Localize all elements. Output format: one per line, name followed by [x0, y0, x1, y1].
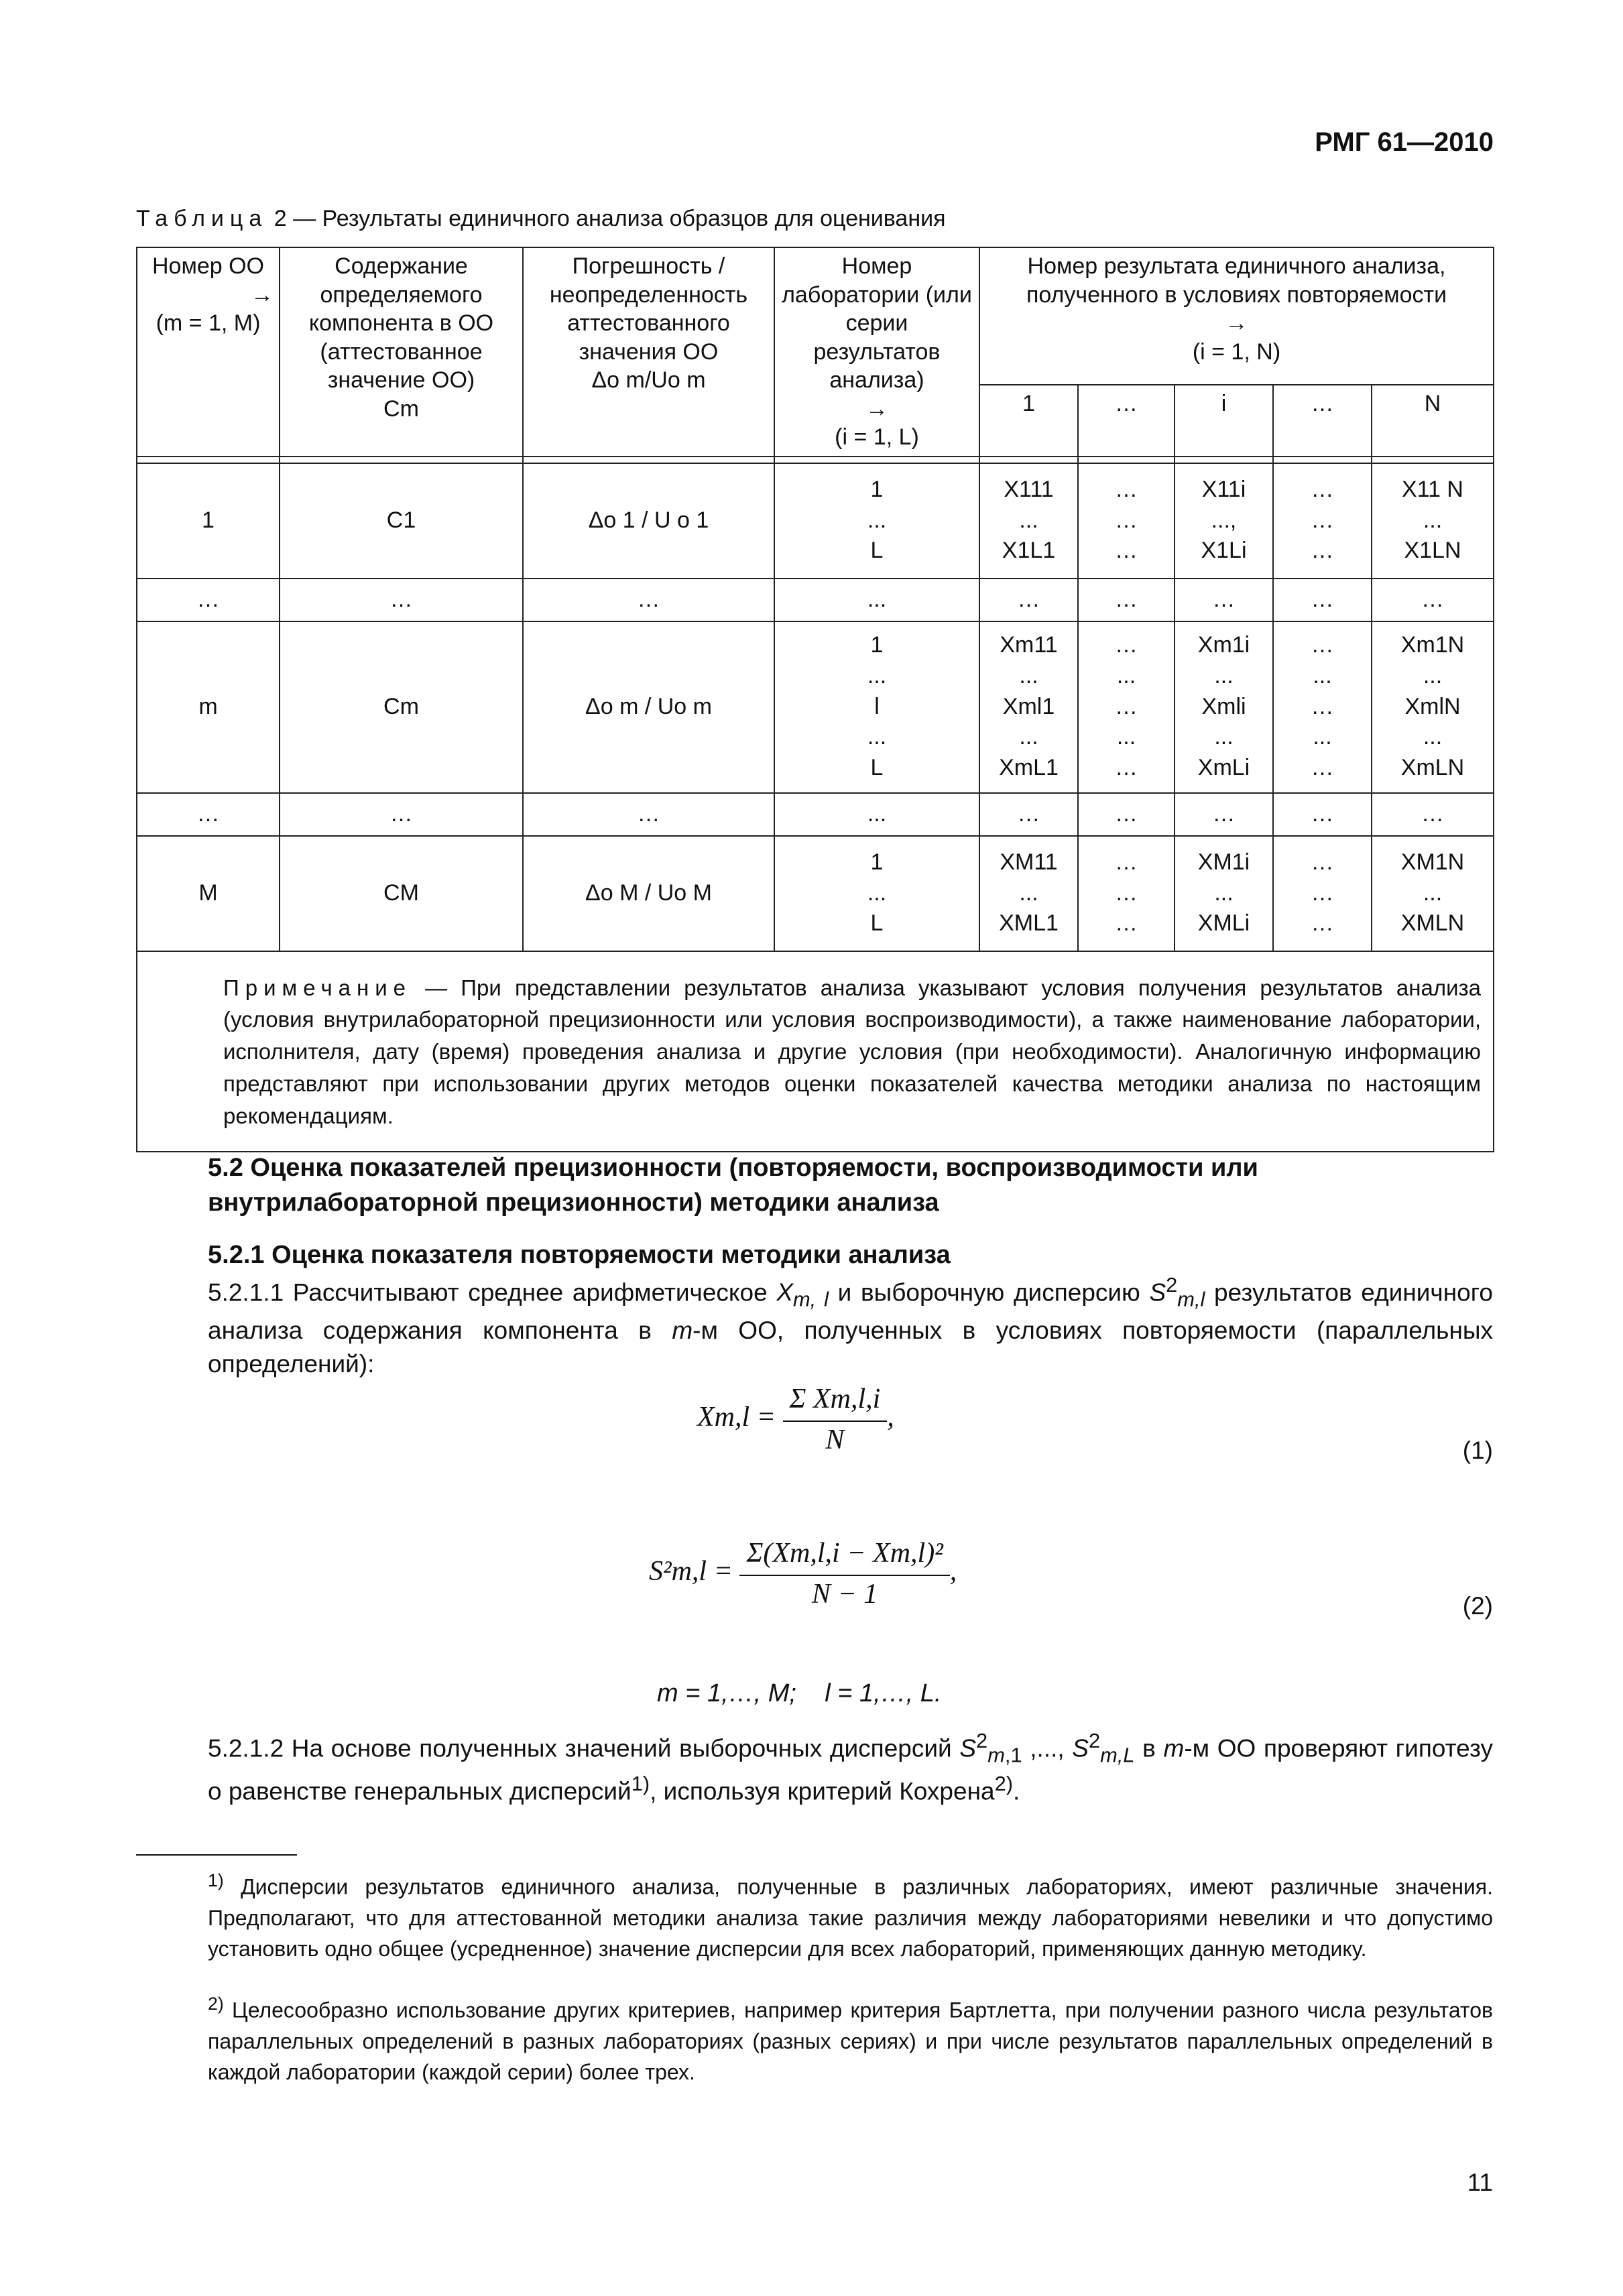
sub-header: 1	[979, 385, 1078, 457]
formula-number: (1)	[1462, 1437, 1493, 1464]
doc-header: РМГ 61—2010	[1315, 127, 1494, 157]
results-table	[136, 247, 1494, 1152]
paragraph: 5.2.1.2 На основе полученных значений выборочных дисперсий $S^2_{m,1}$ ,..., $S^2_{m,L}$ в m-м ОО проверяют гипотезу о равенстве генеральных дисперсий$^{1)}$, используя критерий Кохрена$^{2)}$.	[208, 1729, 1493, 1805]
sub-header: N	[1372, 385, 1494, 457]
table-row: 1 C1 Δо 1 / U о 1 1 ... L X111 ... X1L1 … … … X11i ..., X1Li … … … X11 N ... X1LN	[137, 463, 1494, 579]
table-caption: Таблица 2 — Результаты единичного анализа образцов для оценивания	[136, 206, 946, 231]
col-header-lab: Номер лаборатории (или серии результатов анализа) → (i = 1, L)	[774, 247, 979, 457]
section-heading: 5.2.1 Оценка показателя повторяемости методики анализа	[208, 1241, 951, 1269]
footnote-2: $^{2)}$ Целесообразно использование других критериев, например критерия Бартлетта, при получении разного числа результатов параллельных определений в разных лабораториях (разных сериях) и при числе результатов параллельных определений в каждой лаборатории (каждой серии) более трех.	[208, 1994, 1494, 2084]
sub-header: …	[1078, 385, 1175, 457]
sub-header: …	[1273, 385, 1372, 457]
formula-1: Xm,l = $\frac{\text{Σ Xm,l,i}}{N}$ ,	[697, 1381, 894, 1458]
page-number: 11	[1467, 2169, 1493, 2196]
table-row: … … … ... … … … … …	[137, 579, 1494, 621]
paragraph: 5.2.1.1 Рассчитывают среднее арифметическое $X_{m, l}$ и выборочную дисперсию $S^2_{m,l}$ результатов единичного анализа содержания компонента в m-м ОО, полученных в условиях повторяемости (параллельных определений):	[208, 1273, 1493, 1378]
table-row: … … … ... … … … … …	[137, 793, 1494, 836]
sub-header: i	[1175, 385, 1273, 457]
col-header-result: Номер результата единичного анализа, полученного в условиях повторяемости → (i = 1, N)	[979, 247, 1494, 385]
table-row: m Cm Δо m / Uо m 1 ... l ... L Xm11 ... Xml1 ... XmL1 … ... … ... … Xm1i ... Xmli ... XmLi … ... … ... … Xm1N ... XmlN ... XmLN	[137, 621, 1494, 793]
col-header-content: Содержание определяемого компонента в ОО (аттестованное значение ОО) Cm	[280, 247, 523, 457]
col-header-oo: Номер ОО → (m = 1, M)	[137, 247, 280, 457]
table-row: M CM Δо M / Uо M 1 ... L XM11 ... XML1 … … … XM1i ... XMLi … … … XM1N ... XMLN	[137, 836, 1494, 951]
formula-number: (2)	[1462, 1592, 1493, 1620]
index-ranges: m = 1,…, M; l = 1,…, L.	[657, 1679, 942, 1707]
footnote-1: $^{1)}$ Дисперсии результатов единичного анализа, полученные в различных лабораториях, имеют различные значения. Предполагают, что для аттестованной методики анализа такие различия между лабораториями невелики и что допустимо установить одно общее (усредненное) значение дисперсии для всех лабораторий, применяющих данную методику.	[208, 1870, 1494, 1961]
table-note: Примечание — При представлении результатов анализа указывают условия получения результатов анализа (условия внутрилабораторной прецизионности или условия воспроизводимости), а также наименование лаборатории, исполнителя, дату (время) проведения анализа и другие условия (при необходимости). Аналогичную информацию представляют при использовании других методов оценки показателей качества методики анализа по настоящим рекомендациям.	[137, 951, 1494, 1152]
col-header-error: Погрешность / неопределенность аттестованного значения ОО Δо m/Uо m	[523, 247, 774, 457]
section-heading: 5.2 Оценка показателей прецизионности (повторяемости, воспроизводимости или внутрилабораторной прецизионности) методики анализа	[208, 1154, 1258, 1217]
footnote-rule	[136, 1854, 297, 1856]
formula-2: S²m,l = $\frac{\text{Σ(Xm,l,i − Xm,l)²}}{N - 1}$ ,	[649, 1535, 957, 1612]
